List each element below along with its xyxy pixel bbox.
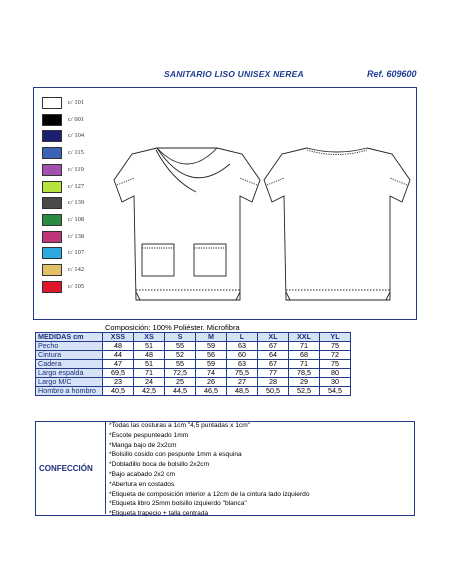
measure-value: 40,5 xyxy=(103,387,134,396)
measure-value: 48,5 xyxy=(227,387,258,396)
size-header: M xyxy=(196,333,227,342)
measure-value: 55 xyxy=(165,360,196,369)
measure-value: 23 xyxy=(103,378,134,387)
color-swatch xyxy=(42,197,62,209)
measure-value: 51 xyxy=(134,342,165,351)
measure-value: 71 xyxy=(289,342,320,351)
measure-label: Largo M/C xyxy=(36,378,103,387)
measure-value: 63 xyxy=(227,360,258,369)
measure-value: 68 xyxy=(289,351,320,360)
measure-value: 47 xyxy=(103,360,134,369)
confeccion-line: *Etiqueta trapecio + talla centrada xyxy=(109,510,209,518)
color-code-label: c/ 142 xyxy=(68,266,85,273)
color-swatch xyxy=(42,281,62,293)
measure-value: 67 xyxy=(258,342,289,351)
color-code-label: c/ 001 xyxy=(68,115,85,123)
product-title: SANITARIO LISO UNISEX NEREA xyxy=(164,69,304,79)
front-garment-drawing xyxy=(112,140,262,312)
measure-value: 72 xyxy=(320,351,351,360)
confeccion-line: *Etiqueta de composición interior a 12cm de la cintura lado izquierdo xyxy=(109,490,310,498)
measure-label: Cadera xyxy=(36,360,103,369)
color-code-label: c/ 139 xyxy=(68,199,85,207)
measure-value: 29 xyxy=(289,378,320,387)
measure-value: 55 xyxy=(165,342,196,351)
measure-value: 24 xyxy=(134,378,165,387)
measure-value: 26 xyxy=(196,378,227,387)
color-swatch xyxy=(42,231,62,243)
measure-value: 75,5 xyxy=(227,369,258,378)
measure-value: 44 xyxy=(103,351,134,360)
color-code-label: c/ 138 xyxy=(68,232,85,240)
measure-value: 72,5 xyxy=(165,369,196,378)
color-swatch xyxy=(42,247,62,259)
measure-value: 30 xyxy=(320,378,351,387)
product-reference: Ref. 609600 xyxy=(367,69,417,79)
color-code-label: c/ 108 xyxy=(68,215,85,223)
technical-sheet-panel xyxy=(33,87,417,320)
measure-value: 59 xyxy=(196,342,227,351)
color-swatch xyxy=(42,214,62,226)
measure-label: Largo espalda xyxy=(36,369,103,378)
confeccion-line: *Manga bajo de 2x2cm xyxy=(109,441,177,449)
measure-value: 46,5 xyxy=(196,387,227,396)
measure-value: 27 xyxy=(227,378,258,387)
color-code-label: c/ 107 xyxy=(68,249,85,257)
color-code-label: c/ 119 xyxy=(68,165,84,173)
measure-value: 64 xyxy=(258,351,289,360)
color-swatch xyxy=(42,130,62,142)
measure-value: 56 xyxy=(196,351,227,360)
confeccion-line: *Etiqueta libro 25mm bolsillo izquierdo "blanca" xyxy=(109,500,247,508)
measure-value: 50,5 xyxy=(258,387,289,396)
color-code-label: c/ 105 xyxy=(68,282,85,290)
measure-value: 80 xyxy=(320,369,351,378)
size-header: XXL xyxy=(289,333,320,342)
confeccion-panel xyxy=(35,421,415,516)
measure-value: 51 xyxy=(134,360,165,369)
color-swatch xyxy=(42,147,62,159)
measure-value: 28 xyxy=(258,378,289,387)
confeccion-line: *Bajo acabado 2x2 cm xyxy=(109,470,175,478)
measure-value: 60 xyxy=(227,351,258,360)
confeccion-line: *Dobladillo boca de bolsillo 2x2cm xyxy=(109,461,210,469)
color-swatch xyxy=(42,181,62,193)
measure-value: 75 xyxy=(320,360,351,369)
measure-value: 78,5 xyxy=(289,369,320,378)
confeccion-line: *Todas las costuras a 1cm "4,5 puntadas x 1cm" xyxy=(109,422,251,429)
confeccion-line: *Escote pespunteado 1mm xyxy=(109,431,189,439)
measure-value: 69,5 xyxy=(103,369,134,378)
size-header: S xyxy=(165,333,196,342)
measurements-table xyxy=(35,332,351,396)
color-swatch xyxy=(42,114,62,126)
measure-label: Cintura xyxy=(36,351,103,360)
measure-value: 25 xyxy=(165,378,196,387)
measure-value: 77 xyxy=(258,369,289,378)
measure-value: 63 xyxy=(227,342,258,351)
measure-value: 59 xyxy=(196,360,227,369)
color-swatch xyxy=(42,97,62,109)
confeccion-line: *Abertura en costados xyxy=(109,480,175,488)
size-header: XS xyxy=(134,333,165,342)
measure-label: Hombro a hombro xyxy=(36,387,103,396)
size-header: XL xyxy=(258,333,289,342)
measure-value: 75 xyxy=(320,342,351,351)
measure-value: 71 xyxy=(134,369,165,378)
measurements-header-label: MEDIDAS cm xyxy=(36,333,103,342)
color-code-label: c/ 127 xyxy=(68,182,85,190)
color-code-label: c/ 101 xyxy=(68,99,85,106)
measurements-body xyxy=(36,342,351,396)
measure-value: 67 xyxy=(258,360,289,369)
size-header: YL xyxy=(320,333,351,342)
composition-text: Composición: 100% Poliéster. Microfibra xyxy=(105,323,240,332)
measure-value: 44,5 xyxy=(165,387,196,396)
measure-value: 74 xyxy=(196,369,227,378)
color-swatch xyxy=(42,164,62,176)
measure-label: Pecho xyxy=(36,342,103,351)
color-code-label: c/ 104 xyxy=(68,132,85,140)
measure-value: 48 xyxy=(103,342,134,351)
color-code-label: c/ 115 xyxy=(68,149,84,157)
measure-value: 71 xyxy=(289,360,320,369)
confeccion-list xyxy=(109,421,310,519)
size-header: XSS xyxy=(103,333,134,342)
color-swatch xyxy=(42,264,62,276)
confeccion-title: CONFECCIÓN xyxy=(36,422,106,514)
table-row xyxy=(36,387,351,396)
measure-value: 48 xyxy=(134,351,165,360)
back-garment-drawing xyxy=(262,140,412,312)
measure-value: 52 xyxy=(165,351,196,360)
size-header: L xyxy=(227,333,258,342)
confeccion-line: *Bolsillo cosido con pespunte 1mm a esquina xyxy=(109,451,242,459)
measure-value: 52,5 xyxy=(289,387,320,396)
measure-value: 54,5 xyxy=(320,387,351,396)
measure-value: 42,5 xyxy=(134,387,165,396)
